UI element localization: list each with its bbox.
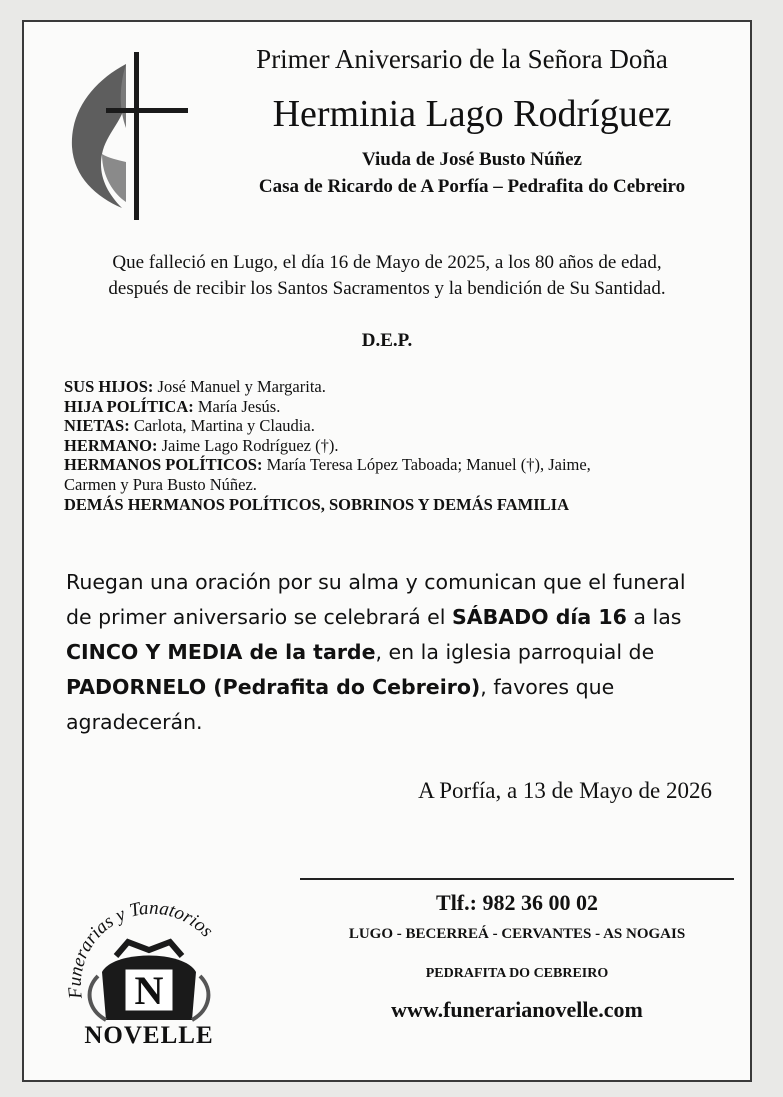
place-date: A Porfía, a 13 de Mayo de 2026 (418, 778, 712, 803)
logo-arc-text: Funerarias y Tanatorios (64, 897, 218, 1000)
death-line-1: Que falleció en Lugo, el día 16 de Mayo de 2025, a los 80 años de edad, (112, 252, 662, 273)
family-brother: HERMANO: Jaime Lago Rodríguez (†). (64, 435, 339, 455)
house-line: Casa de Ricardo de A Porfía – Pedrafita do Cebreiro (258, 176, 686, 197)
brand-name: NOVELLE (84, 1022, 214, 1049)
anniversary-heading: Primer Aniversario de la Señora Doña (256, 44, 668, 74)
dep-mark: D.E.P. (361, 330, 413, 351)
death-line-2: después de recibir los Santos Sacramentos y la bendición de Su Santidad. (108, 278, 666, 299)
deceased-name: Herminia Lago Rodríguez (272, 93, 672, 135)
location-2: PEDRAFITA DO CEBREIRO (425, 966, 609, 981)
family-others: DEMÁS HERMANOS POLÍTICOS, SOBRINOS Y DEMÁS FAMILIA (64, 494, 569, 514)
locations: LUGO - BECERREÁ - CERVANTES - AS NOGAIS (348, 926, 686, 942)
logo-letter: N (134, 968, 164, 1013)
family-granddaughters: NIETAS: Carlota, Martina y Claudia. (64, 416, 315, 436)
crest-icon (54, 880, 244, 1040)
death-notice (54, 250, 720, 302)
family-list (64, 377, 710, 514)
funeral-announcement: Ruegan una oración por su alma y comunican que el funeral de primer aniversario se celebrará el SÁBADO día 16 a las CINCO Y MEDIA de la tarde, en la iglesia parroquial de PADORNELO (Pedrafita do Cebreiro), favores que agradecerán. (66, 570, 686, 734)
family-children: SUS HIJOS: José Manuel y Margarita. (64, 377, 326, 396)
phone-number: Tlf.: 982 36 00 02 (436, 890, 598, 915)
website: www.funerarianovelle.com (391, 997, 643, 1022)
footer-divider (300, 878, 734, 880)
family-daughter-in-law: HIJA POLÍTICA: María Jesús. (64, 396, 281, 416)
family-in-laws-cont: Carmen y Pura Busto Núñez. (64, 474, 257, 494)
family-in-laws: HERMANOS POLÍTICOS: María Teresa López Taboada; Manuel (†), Jaime, (64, 455, 591, 475)
widow-line: Viuda de José Busto Núñez (362, 149, 582, 170)
obituary-page (22, 20, 752, 1082)
